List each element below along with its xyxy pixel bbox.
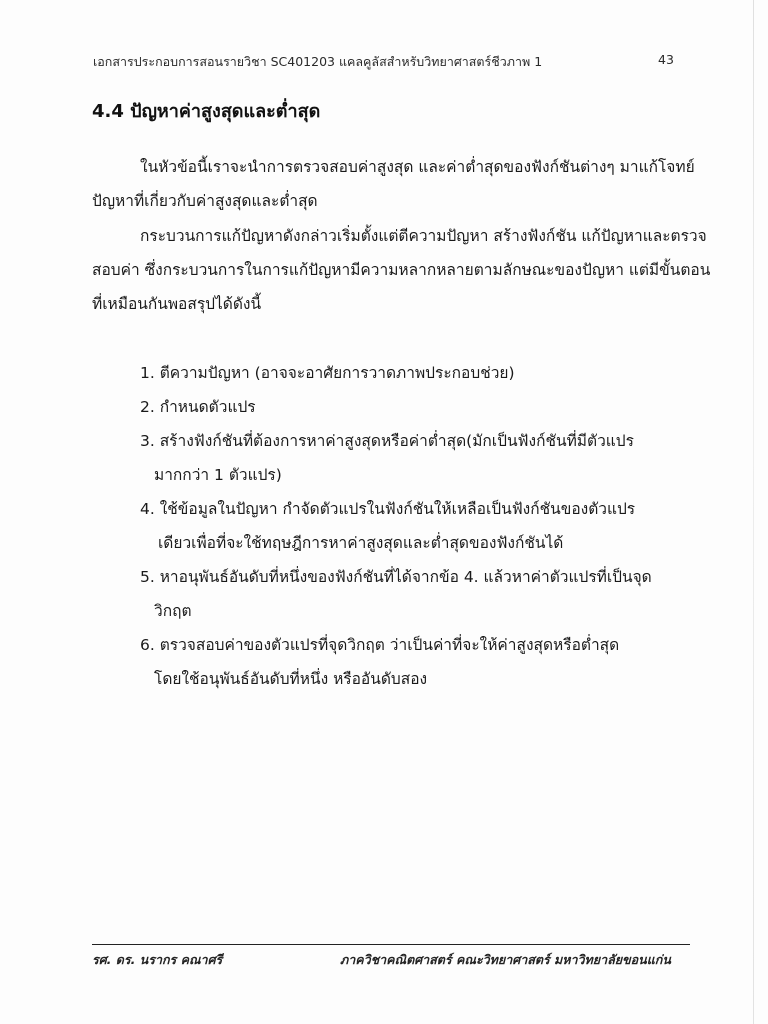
list-item — [140, 356, 710, 390]
list-item-text: 1. ตีความปัญหา (อาจจะอาศัยการวาดภาพประกอบช่วย) — [140, 364, 515, 382]
list-item-text: 6. ตรวจสอบค่าของตัวแปรที่จุดวิกฤต ว่าเป็นค่าที่จะให้ค่าสูงสุดหรือต่ำสุด — [140, 636, 620, 654]
list-item — [140, 390, 710, 424]
scan-edge-line — [753, 0, 754, 1024]
list-item-text: 3. สร้างฟังก์ชันที่ต้องการหาค่าสูงสุดหรือค่าต่ำสุด(มักเป็นฟังก์ชันที่มีตัวแปร — [140, 432, 634, 450]
steps-list — [140, 356, 710, 696]
list-item-continuation: โดยใช้อนุพันธ์อันดับที่หนึ่ง หรืออันดับสอง — [154, 670, 428, 688]
list-item — [140, 560, 710, 628]
section-title: 4.4 ปัญหาค่าสูงสุดและต่ำสุด — [92, 101, 321, 122]
list-item-continuation: เดียวเพื่อที่จะใช้ทฤษฎีการหาค่าสูงสุดและต่ำสุดของฟังก์ชันได้ — [158, 534, 564, 552]
list-item-text: 2. กำหนดตัวแปร — [140, 398, 256, 416]
header-course-text: เอกสารประกอบการสอนรายวิชา SC401203 แคลคูลัสสำหรับวิทยาศาสตร์ชีวภาพ 1 — [93, 54, 543, 69]
list-item — [140, 424, 710, 492]
list-item-continuation: มากกว่า 1 ตัวแปร) — [154, 466, 282, 484]
list-item-text: 5. หาอนุพันธ์อันดับที่หนึ่งของฟังก์ชันที่ได้จากข้อ 4. แล้วหาค่าตัวแปรที่เป็นจุด — [140, 568, 652, 586]
intro-paragraph-1 — [92, 150, 712, 218]
list-item-continuation: วิกฤต — [154, 602, 192, 620]
running-footer — [92, 950, 690, 970]
intro-paragraph-2 — [92, 219, 712, 321]
intro-paragraph-1-text: ในหัวข้อนี้เราจะนำการตรวจสอบค่าสูงสุด และค่าต่ำสุดของฟังก์ชันต่างๆ มาแก้โจทย์ปัญหาที่เกี่ยวกับค่าสูงสุดและต่ำสุด — [92, 158, 695, 210]
running-header — [93, 52, 693, 72]
page-number: 43 — [658, 52, 674, 67]
list-item-text: 4. ใช้ข้อมูลในปัญหา กำจัดตัวแปรในฟังก์ชันให้เหลือเป็นฟังก์ชันของตัวแปร — [140, 500, 636, 518]
list-item — [140, 492, 710, 560]
footer-divider — [92, 944, 690, 945]
footer-affiliation: ภาควิชาคณิตศาสตร์ คณะวิทยาศาสตร์ มหาวิทยาลัยขอนแก่น — [340, 952, 671, 967]
intro-paragraph-2-text: กระบวนการแก้ปัญหาดังกล่าวเริ่มตั้งแต่ตีความปัญหา สร้างฟังก์ชัน แก้ปัญหาและตรวจสอบค่า ซึ่งกระบวนการในการแก้ปัญหามีความหลากหลายตามลักษณะของปัญหา แต่มีขั้นตอนที่เหมือนกันพอสรุปได้ดังนี้ — [92, 227, 711, 313]
list-item — [140, 628, 710, 696]
footer-author: รศ. ดร. นรากร คณาศรี — [92, 952, 223, 967]
